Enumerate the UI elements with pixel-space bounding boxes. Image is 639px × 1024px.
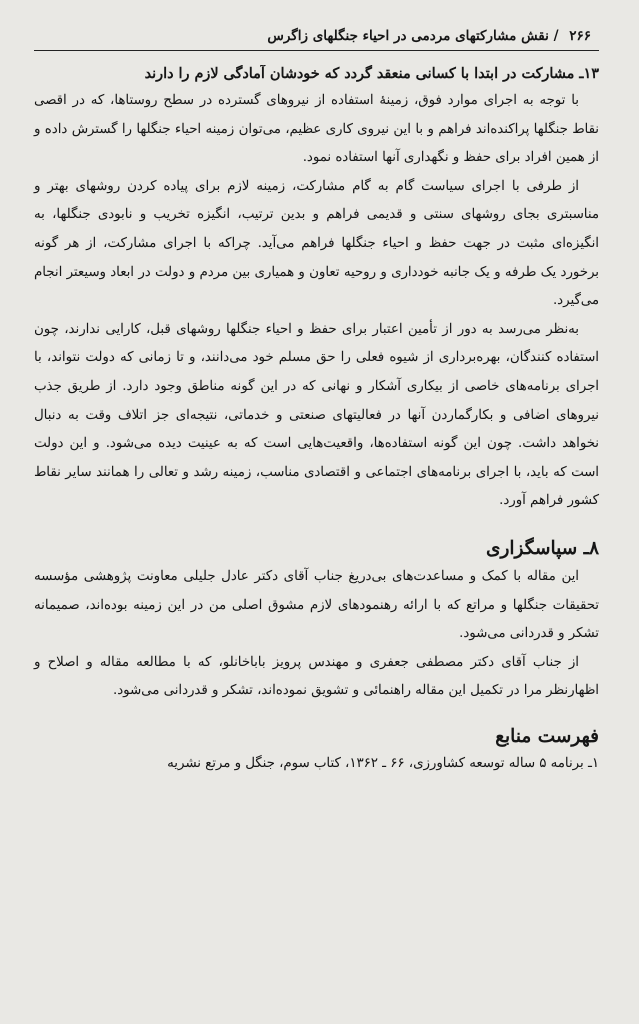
running-title: / نقش مشارکتهای مردمی در احیاء جنگلهای زاگرس <box>267 28 559 44</box>
acknowledgements-paragraph-2: از جناب آقای دکتر مصطفی جعفری و مهندس پرویز باباخانلو، که با مطالعه مقاله و اصلاح و اظهارنظر مرا در تکمیل این مقاله راهنمائی و تشویق نموده‌اند، تشکر و قدردانی می‌شود. <box>34 654 599 699</box>
reference-item-1: ۱ـ برنامه ۵ ساله توسعه کشاورزی، ۶۶ ـ ۱۳۶۲، کتاب سوم، جنگل و مرتع نشریه <box>167 755 599 771</box>
section-13-heading: ۱۳ـ مشارکت در ابتدا با کسانی منعقد گردد که خودشان آمادگی لازم را دارند <box>144 65 599 82</box>
references-heading: فهرست منابع <box>495 725 599 747</box>
section-13-paragraph-3: به‌نظر می‌رسد به دور از تأمین اعتبار برای حفظ و احیاء جنگلها روشهای قبل، کارایی ندارند، چون استفاده کنندگان، بهره‌برداری از شیوه فعلی را حق مسلم خود می‌دانند، و تا زمانی که دولت نتواند، با اجرای برنامه‌های خاصی از بیکاری آشکار و نهانی که در این گونه مناطق وجود دارد. از طریق جذب نیروهای اضافی و بکارگماردن آنها در فعالیتهای صنعتی و خدماتی، نتیجه‌ای جز اتلاف وقت به دنبال نخواهد داشت. چون این گونه استفاده‌ها، واقعیت‌هایی است که به عینیت دیده می‌شود. و این دولت است که باید، با اجرای برنامه‌های اجتماعی و اقتصادی مناسب، زمینه رشد و تعالی را همانند سایر نقاط کشور فراهم آورد. <box>34 321 599 509</box>
running-header <box>34 24 599 51</box>
section-13-paragraph-2: از طرفی با اجرای سیاست گام به گام مشارکت، زمینه لازم برای پیاده کردن روشهای بهتر و مناسبتری بجای روشهای سنتی و قدیمی فراهم و بدین ترتیب، انگیزه تخریب و نابودی جنگلها، به انگیزه‌ای مثبت در جهت حفظ و احیاء جنگلها فراهم می‌آید. چراکه با اجرای مشارکت، از هر گونه برخورد یک طرفه و یک جانبه خودداری و روحیه تعاون و همیاری بین مردم و دولت در ابعاد وسیعتر انجام می‌گیرد. <box>34 178 599 309</box>
acknowledgements-paragraph-1: این مقاله با کمک و مساعدت‌های بی‌دریغ جناب آقای دکتر عادل جلیلی معاونت پژوهشی مؤسسه تحقیقات جنگلها و مراتع که با ارائه رهنمودهای لازم مشوق اصلی من در این زمینه بوده‌اند، صمیمانه تشکر و قدردانی می‌شود. <box>34 568 599 642</box>
section-13-paragraph-1: با توجه به اجرای موارد فوق، زمینهٔ استفاده از نیروهای گسترده در سطح روستاها، که در اقصی نقاط جنگلها پراکنده‌اند فراهم و با این نیروی کاری عظیم، می‌توان زمینه احیاء جنگلها را گسترش داده و از همین افراد برای حفظ و نگهداری آنها استفاده نمود. <box>34 93 599 166</box>
acknowledgements-heading: ۸ـ سپاسگزاری <box>486 537 599 559</box>
page-number: ۲۶۶ <box>569 28 591 44</box>
